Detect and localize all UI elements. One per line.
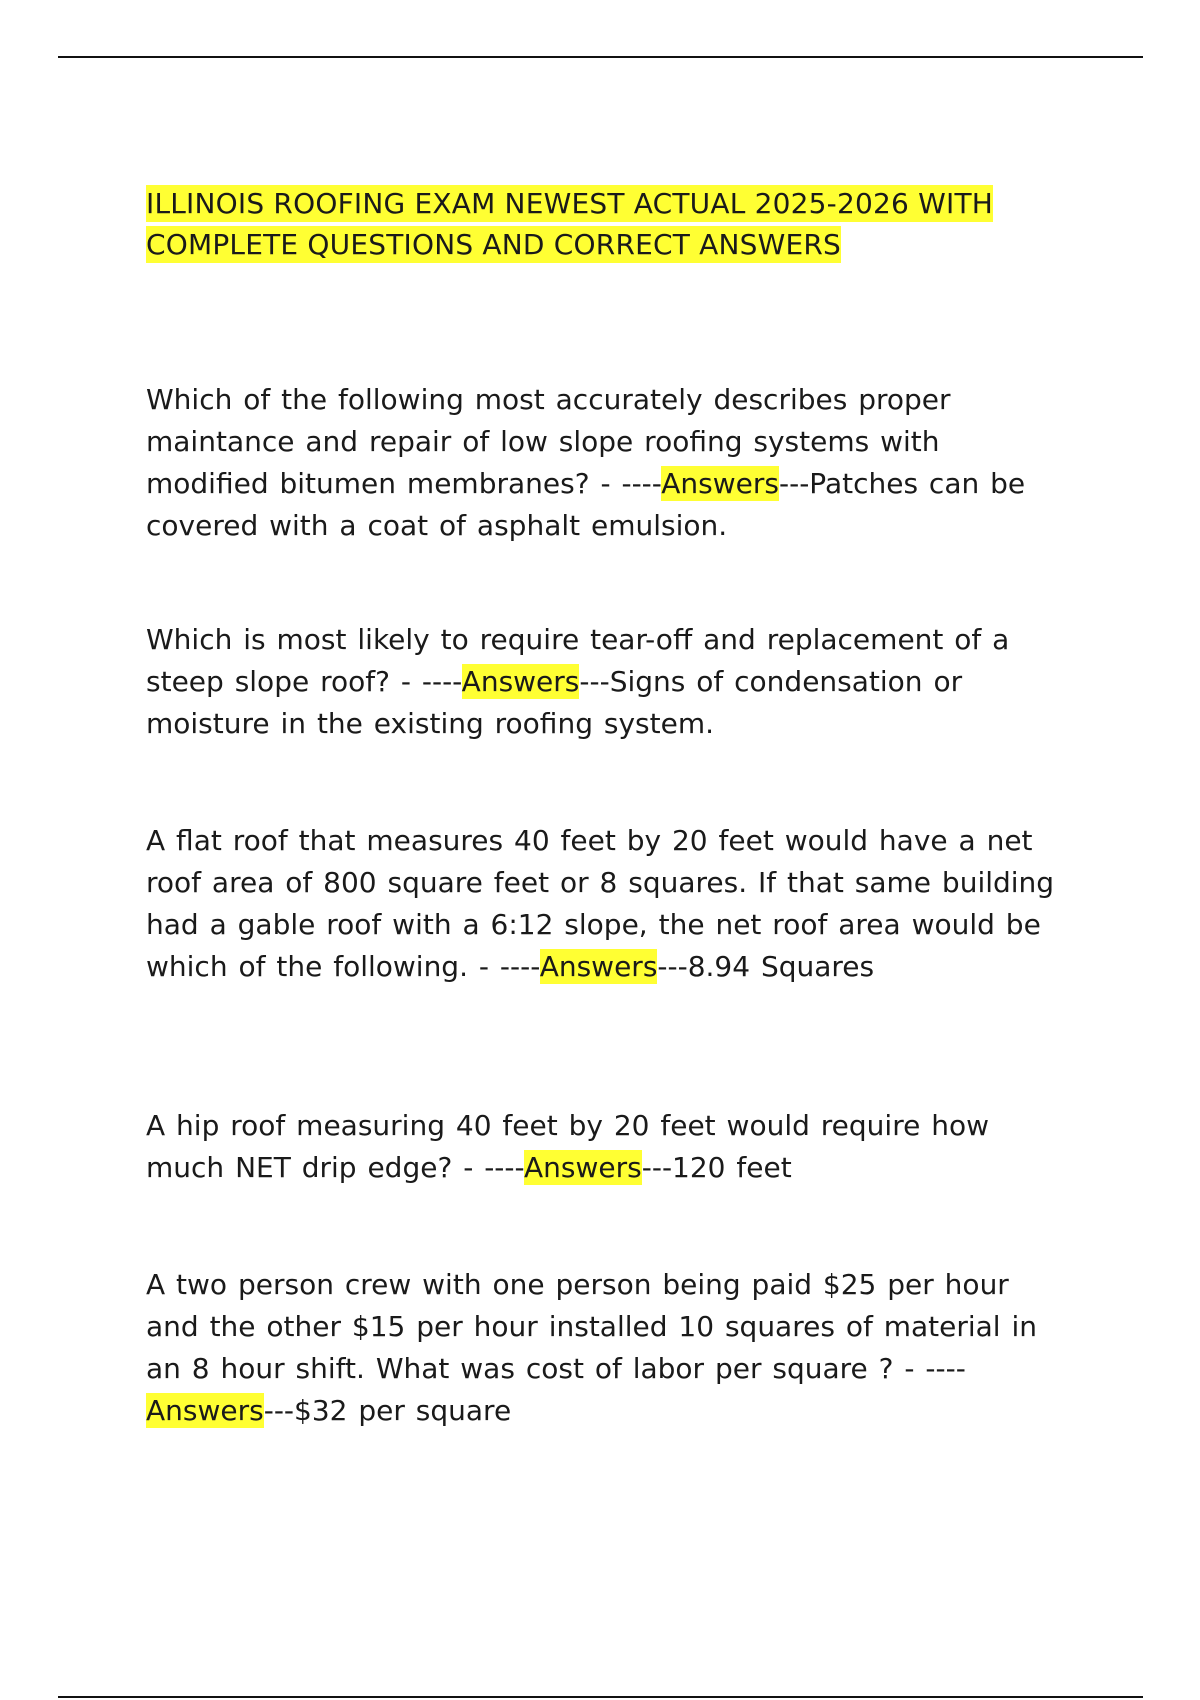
answers-marker: Answers	[661, 467, 779, 500]
question-text: A flat roof that measures 40 feet by 20 feet would have a net roof area of 800 square feet or 8 squares. If that same building had a gable roof with a 6:12 slope, the net roof area would be which of the following. - ----	[146, 824, 1055, 983]
qa-item	[146, 1105, 1066, 1189]
question-text: A two person crew with one person being paid $25 per hour and the other $15 per hour installed 10 squares of material in an 8 hour shift. What was cost of labor per square ? - ----	[146, 1268, 1038, 1385]
answers-marker: Answers	[461, 665, 580, 698]
answer-text: ---120 feet	[641, 1151, 792, 1184]
qa-item	[146, 379, 1066, 547]
answers-marker: Answers	[146, 1394, 264, 1427]
qa-item	[146, 619, 1066, 745]
answer-text: ---Patches can be covered with a coat of asphalt emulsion.	[146, 467, 1026, 542]
qa-item	[146, 820, 1066, 988]
answer-text: ---8.94 Squares	[657, 950, 875, 983]
answers-marker: Answers	[539, 950, 658, 983]
question-text: Which is most likely to require tear-off and replacement of a steep slope roof? - ----	[146, 623, 1010, 698]
top-rule	[58, 56, 1143, 58]
bottom-rule	[58, 1696, 1143, 1698]
question-text: Which of the following most accurately describes proper maintance and repair of low slope roofing systems with modified bitumen membranes? - ----	[146, 383, 951, 500]
question-text: A hip roof measuring 40 feet by 20 feet would require how much NET drip edge? - ----	[146, 1109, 990, 1184]
answers-marker: Answers	[524, 1151, 642, 1184]
qa-item	[146, 1264, 1066, 1432]
title-highlight: ILLINOIS ROOFING EXAM NEWEST ACTUAL 2025-2026 WITH COMPLETE QUESTIONS AND CORRECT ANSWERS	[146, 187, 994, 261]
answer-text: ---$32 per square	[263, 1394, 512, 1427]
document-title	[146, 183, 1086, 265]
answer-text: ---Signs of condensation or moisture in the existing roofing system.	[146, 665, 963, 740]
